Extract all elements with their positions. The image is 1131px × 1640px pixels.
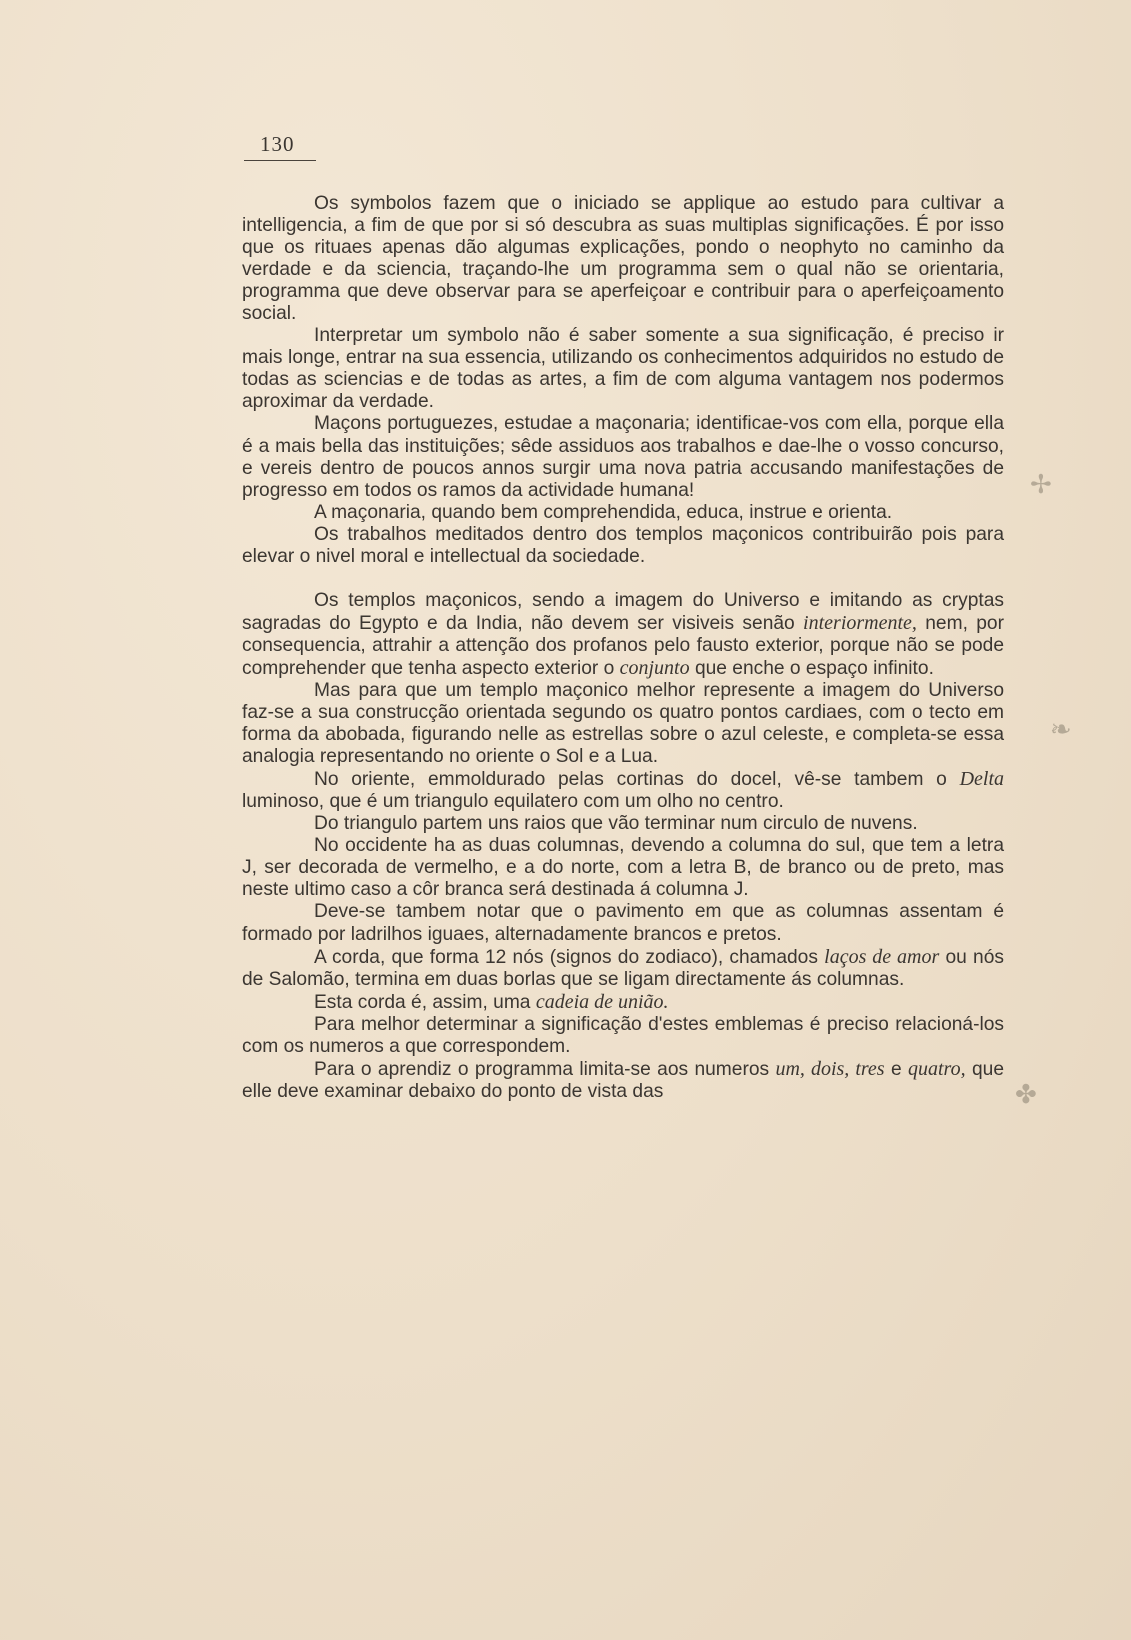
paragraph bbox=[242, 901, 1004, 945]
paragraph bbox=[242, 991, 1004, 1014]
italic-text-run: interiormente, bbox=[803, 611, 917, 634]
body-text bbox=[242, 193, 1004, 1103]
paragraph bbox=[242, 502, 1004, 524]
text-run: No occidente ha as duas columnas, devendo a columna do sul, que tem a letra J, ser decorada de vermelho, e a do norte, com a letra B, de branco ou de preto, mas neste ultimo caso a côr branca será destinada á columna J. bbox=[242, 835, 1004, 901]
text-run: Interpretar um symbolo não é saber somente a sua significação, é preciso ir mais longe, entrar na sua essencia, utilizando os conhecimentos adquiridos no estudo de todas as sciencias e de todas as artes, a fim de com alguma vantagem nos podermos aproximar da verdade. bbox=[242, 325, 1004, 413]
text-run: Maçons portuguezes, estudae a maçonaria; identificae-vos com ella, porque ella é a mais bella das instituições; sêde assiduos aos trabalhos e dae-lhe o vosso concurso, e vereis dentro de poucos annos surgir uma nova patria accusando manifestações de progresso em todos os ramos da actividade humana! bbox=[242, 413, 1004, 501]
italic-text-run: quatro, bbox=[908, 1057, 966, 1080]
text-run: Mas para que um templo maçonico melhor represente a imagem do Universo faz-se a sua construcção orientada segundo os quatro pontos cardiaes, com o tecto em forma da abobada, figurando nelle as estrellas sobre o azul celeste, e completa-se essa analogia representando no oriente o Sol e a Lua. bbox=[242, 679, 1004, 768]
margin-ornament-1: ✢ bbox=[1030, 470, 1052, 500]
paragraph bbox=[242, 193, 1004, 325]
text-run: luminoso, que é um triangulo equilatero com um olho no centro. bbox=[242, 791, 784, 813]
paragraph bbox=[242, 813, 1004, 835]
text-run: A corda, que forma 12 nós (signos do zodiaco), chamados bbox=[314, 946, 825, 968]
text-run: Os templos maçonicos, sendo a imagem do Universo e imitando as cryptas sagradas do Egypto e da India, não devem ser visiveis senão bbox=[242, 589, 1004, 634]
text-run: e bbox=[884, 1058, 908, 1080]
italic-text-run: laços de amor bbox=[824, 945, 940, 968]
text-run: Esta corda é, assim, uma bbox=[314, 991, 536, 1013]
text-run: ou nós de Salomão, termina em duas borlas que se ligam directamente ás columnas. bbox=[242, 946, 1004, 990]
italic-text-run: cadeia de união. bbox=[535, 990, 669, 1013]
page-number: 130 bbox=[260, 132, 295, 156]
margin-ornament-2: ❧ bbox=[1050, 715, 1072, 745]
paragraph bbox=[242, 768, 1004, 813]
paragraph bbox=[242, 590, 1004, 680]
text-run: Os symbolos fazem que o iniciado se applique ao estudo para cultivar a intelligencia, a fim de que por si só descubra as suas multiplas significações. É por isso que os rituaes apenas dão algumas explicações, pondo o neophyto no caminho da verdade e da sciencia, traçando-lhe um programma sem o qual não se orientaria, programma que deve observar para se aperfeiçoar e contribuir para o aperfeiçoamento social. bbox=[242, 193, 1004, 325]
paragraph bbox=[242, 1014, 1004, 1058]
text-run: Deve-se tambem notar que o pavimento em que as columnas assentam é formado por ladrilhos iguaes, alternadamente brancos e pretos. bbox=[242, 901, 1004, 945]
text-run: Para melhor determinar a significação d'estes emblemas é preciso relacioná-los com os numeros a que correspondem. bbox=[242, 1013, 1004, 1057]
paragraph bbox=[242, 325, 1004, 413]
text-run: Do triangulo partem uns raios que vão terminar num circulo de nuvens. bbox=[314, 813, 918, 835]
paragraph-gap bbox=[242, 568, 1004, 590]
text-run: que enche o espaço infinito. bbox=[689, 657, 934, 679]
italic-text-run: um, dois, tres bbox=[775, 1057, 885, 1080]
paragraph bbox=[242, 1058, 1004, 1103]
italic-text-run: conjunto bbox=[619, 656, 690, 679]
paragraph bbox=[242, 835, 1004, 901]
paragraph bbox=[242, 680, 1004, 768]
header-rule bbox=[244, 160, 316, 161]
text-run: No oriente, emmoldurado pelas cortinas do docel, vê-se tambem o bbox=[314, 769, 960, 791]
paragraph bbox=[242, 524, 1004, 568]
text-run: Os trabalhos meditados dentro dos templos maçonicos contribuirão pois para elevar o nivel moral e intellectual da sociedade. bbox=[242, 523, 1004, 567]
italic-text-run: Delta bbox=[959, 768, 1004, 791]
paragraph bbox=[242, 413, 1004, 501]
paragraph bbox=[242, 946, 1004, 991]
text-run: nem, por consequencia, attrahir a attenção dos profanos pelo fausto exterior, porque não se pode comprehender que tenha aspecto exterior o bbox=[242, 612, 1004, 679]
margin-ornament-3: ✤ bbox=[1015, 1080, 1037, 1110]
text-run: Para o aprendiz o programma limita-se aos numeros bbox=[314, 1058, 776, 1080]
text-run: A maçonaria, quando bem comprehendida, educa, instrue e orienta. bbox=[314, 501, 893, 523]
text-run: que elle deve examinar debaixo do ponto de vista das bbox=[242, 1058, 1004, 1102]
